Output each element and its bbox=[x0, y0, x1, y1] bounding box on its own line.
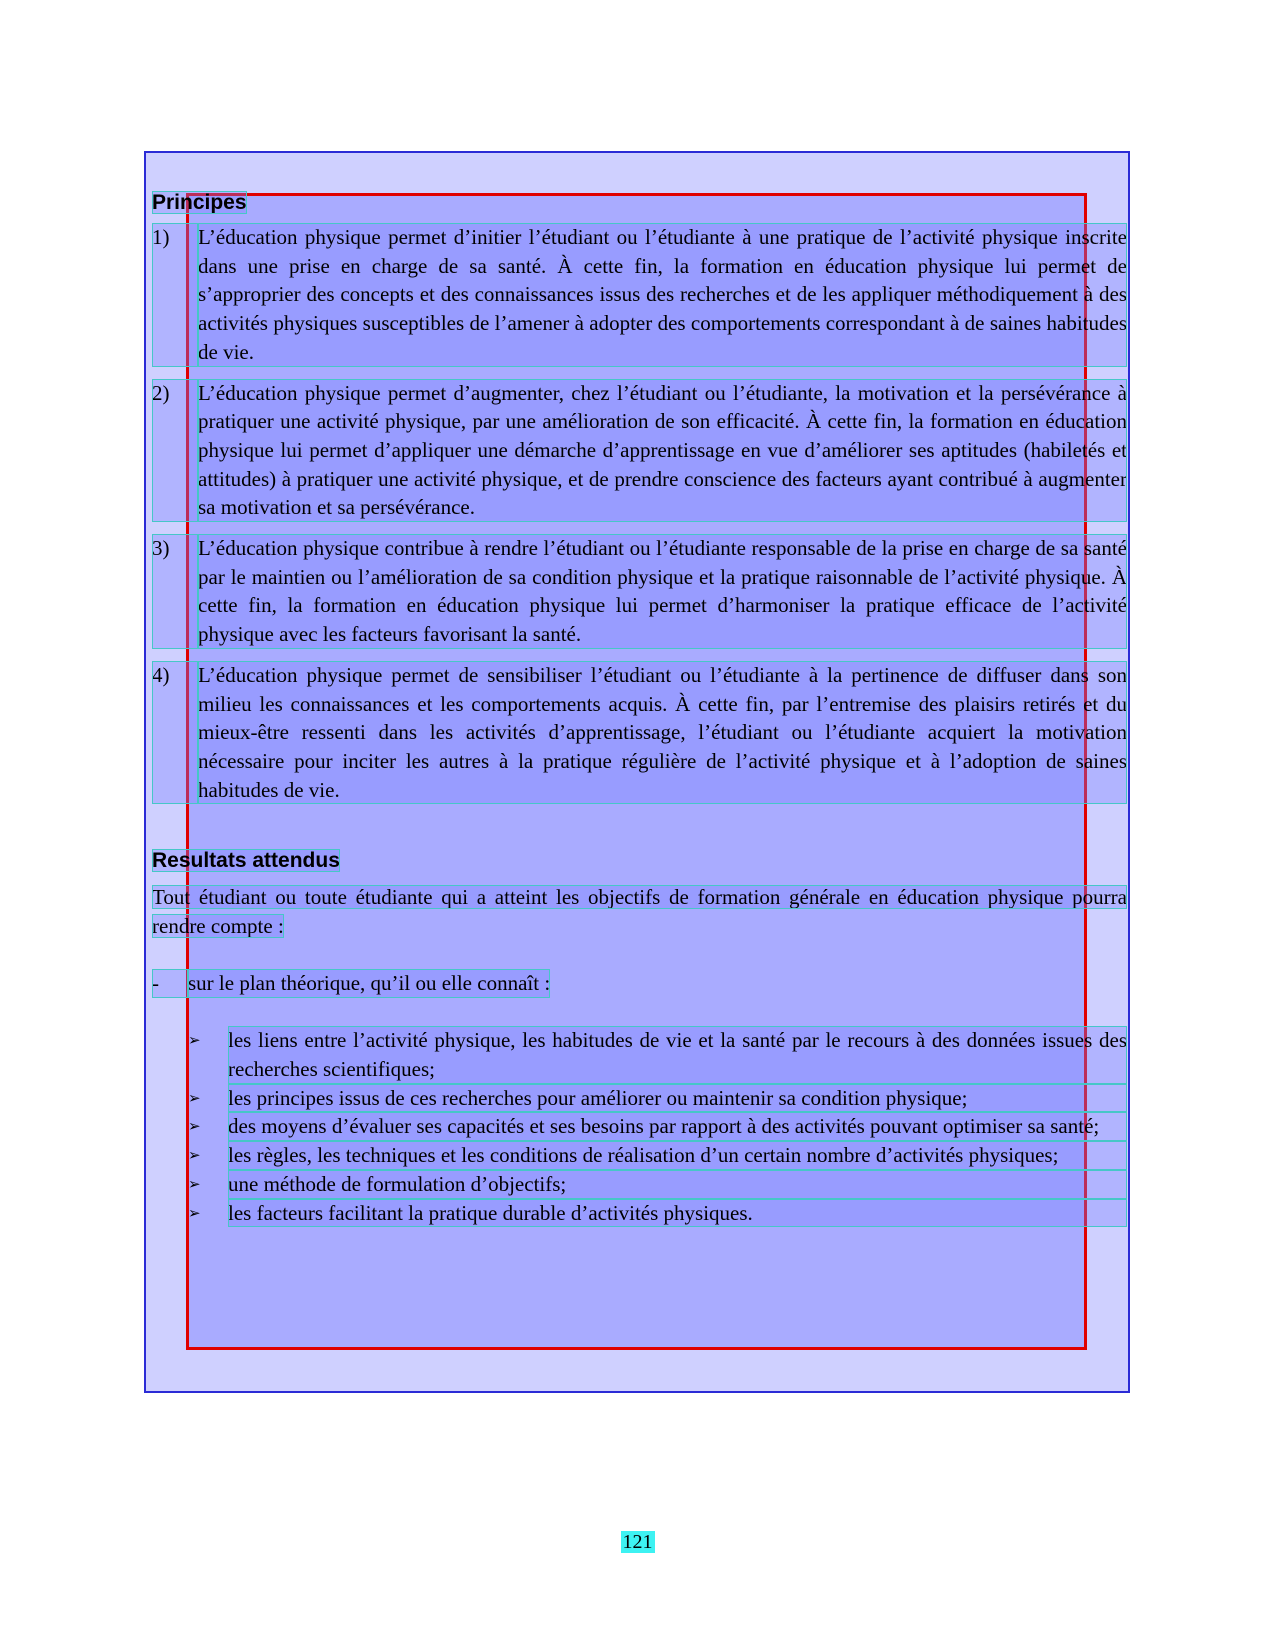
bullet-item bbox=[188, 1026, 1127, 1083]
arrow-bullet-icon: ➢ bbox=[188, 1031, 201, 1050]
principle-number: 1) bbox=[152, 223, 198, 367]
arrow-bullet-icon: ➢ bbox=[188, 1117, 201, 1136]
arrow-bullet-icon: ➢ bbox=[188, 1174, 201, 1193]
principle-item-3 bbox=[152, 534, 1127, 649]
results-intro-text: Tout étudiant ou toute étudiante qui a atteint les objectifs de formation générale en éducation physique pourra rendre compte : bbox=[152, 885, 1127, 939]
principle-item-1 bbox=[152, 223, 1127, 367]
principle-text: L’éducation physique permet d’augmenter, chez l’étudiant ou l’étudiante, la motivation et la persévérance à pratiquer une activité physique, par une amélioration de son efficacité. À cette fin, la formation en éducation physique lui permet d’appliquer une démarche d’apprentissage en vue d’améliorer ses aptitudes (habiletés et attitudes) à pratiquer une activité physique, et de prendre conscience des facteurs ayant contribué à augmenter sa motivation et sa persévérance. bbox=[198, 379, 1127, 523]
bullet-item bbox=[188, 1112, 1127, 1141]
results-intro bbox=[152, 883, 1127, 941]
arrow-bullet-icon: ➢ bbox=[188, 1203, 201, 1222]
page-number-text: 121 bbox=[622, 1531, 653, 1553]
principle-text: L’éducation physique permet de sensibiliser l’étudiant ou l’étudiante à la pertinence de diffuser dans son milieu les connaissances et les comportements acquis. À cette fin, par l’entremise des plaisirs retirés et du mieux-être ressenti dans les activités d’apprentissage, l’étudiant ou l’étudiante acquiert la motivation nécessaire pour inciter les autres à la pratique régulière de l’activité physique et à l’adoption de saines habitudes de vie. bbox=[198, 661, 1127, 805]
principle-number: 3) bbox=[152, 534, 198, 649]
page-content bbox=[152, 188, 1127, 1227]
bullet-text: les liens entre l’activité physique, les habitudes de vie et la santé par le recours à des données issues des recherches scientifiques; bbox=[228, 1026, 1127, 1083]
results-title-text: Resultats attendus bbox=[152, 849, 340, 873]
bullet-text: les règles, les techniques et les conditions de réalisation d’un certain nombre d’activités physiques; bbox=[228, 1141, 1127, 1170]
principle-item-2 bbox=[152, 379, 1127, 523]
bullet-text: une méthode de formulation d’objectifs; bbox=[228, 1170, 1127, 1199]
principles-list bbox=[152, 223, 1127, 804]
bullet-text: les principes issus de ces recherches pour améliorer ou maintenir sa condition physique; bbox=[228, 1084, 1127, 1113]
principle-item-4 bbox=[152, 661, 1127, 805]
bullet-item bbox=[188, 1199, 1127, 1228]
principle-text: L’éducation physique contribue à rendre l’étudiant ou l’étudiante responsable de la prise en charge de sa santé par le maintien ou l’amélioration de sa condition physique et la pratique raisonnable de l’activité physique. À cette fin, la formation en éducation physique lui permet d’harmoniser la pratique efficace de l’activité physique avec les facteurs favorisant la santé. bbox=[198, 534, 1127, 649]
principle-number: 4) bbox=[152, 661, 198, 805]
bullet-text: des moyens d’évaluer ses capacités et ses besoins par rapport à des activités pouvant optimiser sa santé; bbox=[228, 1112, 1127, 1141]
bullet-item bbox=[188, 1170, 1127, 1199]
dash-marker: - bbox=[152, 969, 188, 998]
section-title-results bbox=[152, 846, 1127, 875]
arrow-bullet-icon: ➢ bbox=[188, 1146, 201, 1165]
section-title-principles bbox=[152, 188, 1127, 217]
arrow-bullet-icon: ➢ bbox=[188, 1088, 201, 1107]
principle-number: 2) bbox=[152, 379, 198, 523]
bullet-item bbox=[188, 1141, 1127, 1170]
principle-text: L’éducation physique permet d’initier l’étudiant ou l’étudiante à une pratique de l’activité physique inscrite dans une prise en charge de sa santé. À cette fin, la formation en éducation physique lui permet de s’approprier des concepts et des connaissances issus des recherches et de les appliquer méthodiquement à des activités physiques susceptibles de l’amener à adopter des comportements correspondant à de saines habitudes de vie. bbox=[198, 223, 1127, 367]
bullet-item bbox=[188, 1084, 1127, 1113]
page-number bbox=[0, 1530, 1275, 1554]
results-bullet-list bbox=[152, 1026, 1127, 1227]
principles-title-text: Principes bbox=[152, 191, 247, 214]
bullet-text: les facteurs facilitant la pratique durable d’activités physiques. bbox=[228, 1199, 1127, 1228]
theory-lead-text: sur le plan théorique, qu’il ou elle connaît : bbox=[188, 969, 550, 998]
theory-lead-item bbox=[152, 969, 1127, 998]
